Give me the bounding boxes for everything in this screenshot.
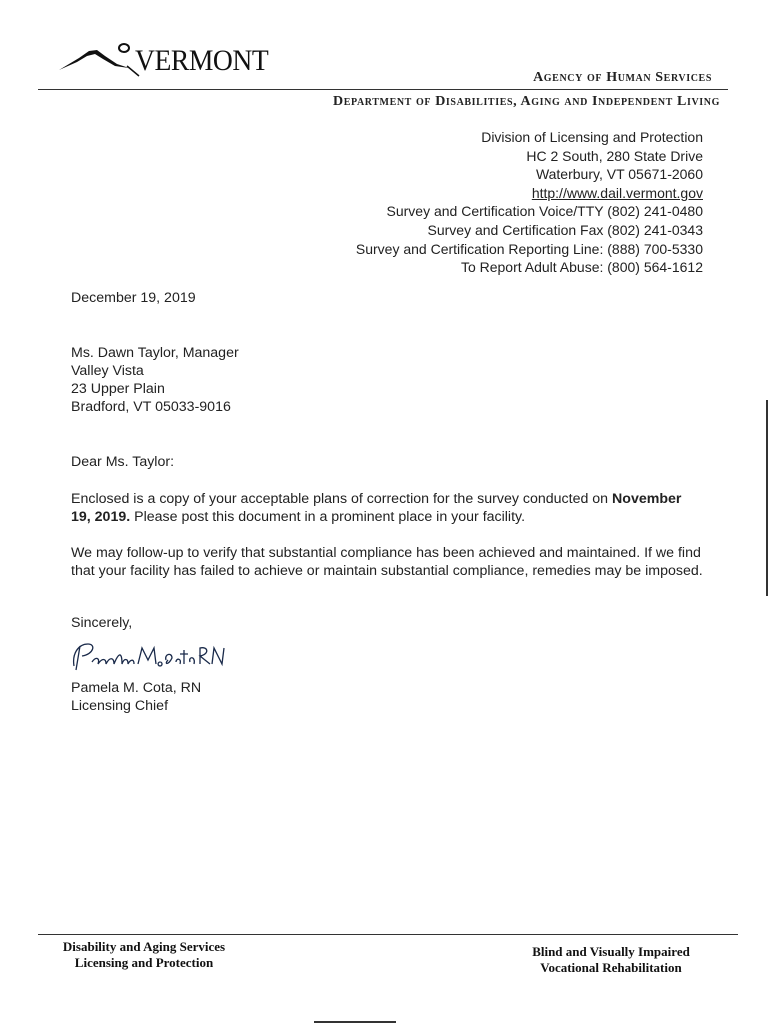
reporting-line: Survey and Certification Reporting Line: (888) 700-5330 [355, 240, 703, 257]
recipient-name: Ms. Dawn Taylor, Manager [71, 345, 239, 361]
recipient-facility: Valley Vista [71, 363, 144, 379]
signer-title: Licensing Chief [71, 698, 169, 714]
contact-block [356, 128, 703, 277]
paragraph-1-end: Please post this document in a prominent place in your facility. [134, 509, 526, 525]
street-address: HC 2 South, 280 State Drive [526, 147, 703, 164]
header-rule [38, 89, 728, 90]
recipient-address [71, 344, 239, 416]
letter-date: December 19, 2019 [71, 290, 196, 306]
abuse-line: To Report Adult Abuse: (800) 564-1612 [460, 259, 703, 276]
paragraph-2: We may follow-up to verify that substantial compliance has been achieved and maintained. If we find that your facility has failed to achieve or maintain substantial compliance, remedies may be imposed. [71, 545, 703, 579]
scan-mark-bottom [314, 1021, 396, 1023]
division-name: Division of Licensing and Protection [481, 129, 703, 145]
footer-right-line2: Vocational Rehabilitation [540, 960, 682, 975]
agency-name: Agency of Human Services [533, 70, 712, 85]
signer-name: Pamela M. Cota, RN [71, 680, 202, 696]
fax-number: Survey and Certification Fax (802) 241-0343 [427, 221, 703, 238]
handwritten-signature [68, 636, 228, 676]
footer-left-line2: Licensing and Protection [74, 955, 214, 970]
recipient-city: Bradford, VT 05033-9016 [71, 399, 231, 415]
footer-left [44, 939, 244, 971]
footer-right-line1: Blind and Visually Impaired [532, 944, 690, 959]
footer-right [506, 944, 716, 976]
city-address: Waterbury, VT 05671-2060 [535, 166, 703, 183]
closing: Sincerely, [71, 615, 133, 631]
website-link[interactable]: http://www.dail.vermont.gov [531, 184, 703, 201]
voice-phone: Survey and Certification Voice/TTY (802) 241-0480 [386, 203, 703, 220]
vermont-logo [57, 42, 297, 84]
paragraph-1 [71, 490, 691, 526]
paragraph-1-start: Enclosed is a copy of your acceptable plans of correction for the survey conducted on [71, 491, 609, 507]
salutation: Dear Ms. Taylor: [71, 454, 175, 470]
mountain-logo-icon [57, 42, 147, 82]
footer-rule [38, 934, 738, 935]
survey-date: November 19, 2019. [71, 491, 682, 525]
department-name: Department of Disabilities, Aging and Independent Living [333, 94, 720, 109]
scan-mark-right [766, 400, 768, 596]
footer-left-line1: Disability and Aging Services [62, 939, 226, 954]
logo-wordmark: VERMONT [135, 44, 269, 77]
recipient-street: 23 Upper Plain [71, 381, 165, 397]
